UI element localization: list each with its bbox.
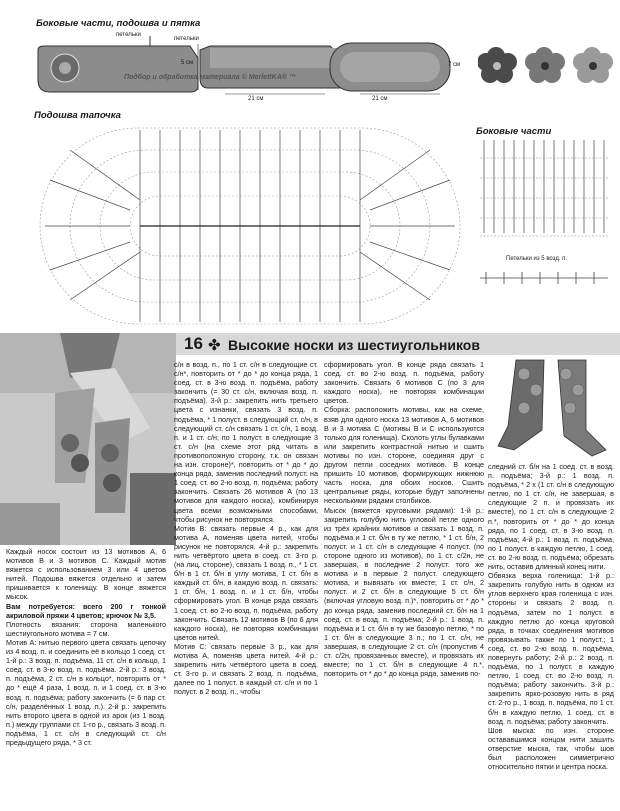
photo-woman-socks [0, 333, 176, 545]
column-4 [488, 462, 614, 771]
label-dim-7: 7 см [448, 62, 461, 68]
column-1 [6, 547, 166, 747]
c4-top-edging: Обвязка верха голенища: 1-й р.: закрепить голубую нить в одном из углов верхнего края голенища с изн. стороны и связать 2 возд. п. подъёма, затем по 1 полуст. в каждую петлю до конца круговой ряда, в точках соединения мотивов провязывать также по 1 полуст.; 1 соед. ст. во 2-ю возд. п. подъёма, повернуть работу; 2-й р.: 2 возд. п. подъёма, по 1 полуст. в каждую петлю, 1 соед. ст. во 2-ю возд. п. подъёма; работу закончить. 3-й р.: закрепить ярко-розовую нить в ряд ст. 2-го р., 1 возд. п. подъёма, по 1 ст. б/н в каждую петлю, 1 соед. ст. в возд. п. подъёма; работу закончить. [488, 571, 614, 726]
c3-para-1: сформировать угол. В конце ряда связать 1 соед. ст. во 2-ю возд. п. подъёма, работу закончить. Связать 6 мотивов С (по 3 для каждого носка), не повторяя комбинации цветов. [324, 360, 484, 406]
c2-para-1: с/н в возд. п., по 1 ст. с/н в следующие ст. с/н*, повторить от * до * до конца ряда, 1 соед. ст. в 3-ю возд. п. подъёма, работу закончить (= 30 ст. с/н, включая возд. п. подъёма). 3-й р.: закрепить нить третьего цвета с изнанки, связать 3 возд. п. подъёма, * 1 полуст. в следующий ст. с/н, в следующий ст. с/н связать 1 ст. с/н, 1 возд. п. и 1 ст. с/н; по 1 полуст. в следующие 3 ст. с/н (на схеме этот ряд читать в противоположную сторону, т.к. он связан на изн. стороне)*, повторить от * до * до конца ряда, заменив последний полуст. на 1 соед. ст. во 2-ю возд. п. подъёма; работу закончить. Связать 26 мотивов А (по 13 мотивов для каждого носка), комбинируя цвета всеми возможными способами, чтобы рисунок не повторялся. [174, 360, 318, 524]
label-dim-5: 5 см [181, 60, 194, 66]
c3-assembly: Сборка: расположить мотивы, как на схеме, взяв для одного носка 13 мотивов А, 6 мотивов В и 3 мотива С (мотивы В и С используются только для голенища). Сколоть углы булавками или закрепить контрастной нитью и сшить мотивы по изн. стороне, соединяя друг с другом петли соседних мотивов. В конце пришить 10 мотивов, формирующих нижнюю часть носка, для обоих носков. Сшить центральные ряды, которые будут заполнены несколькими рядами столбиков. [324, 405, 484, 506]
label-loops-1: петельки [116, 32, 141, 38]
side-chart [478, 138, 614, 298]
c3-toe: Мысок (вяжется круговыми рядами): 1-й р.: закрепить голубую нить угловой петле одного из трёх крайних мотивов и связать 1 возд. п. подъёма и 1 ст. б/н в ту же петлю, * 1 ст. б/н, 2 полуст. и 1 ст. с/н в следующие 4 полуст. (по стороне одного из мотивов), по 1 ст. с/2н, не завершая, в последние 2 полуст. того же мотива и в первые 2 полуст. следующего мотива, и вывязать их вместе; 1 ст. с/н, 2 полуст. и 2 ст. б/н в следующие 5 ст. б/н (включая угловую возд. п.)*, повторить от * до * до конца ряда, заменив последний ст. б/н на 1 соед. ст. в возд. п. подъёма; 2-й р.: 1 возд. п. подъёма и 1 ст. б/н в ту же базовую петлю, * по 1 ст. б/н в следующие 3 п.; по 1 ст. с/н, не завершая, в следующие 2 ст. с/н (пропустив 4 ст. с/2н, провязанных вместе), и провязать их вместе; по 1 ст. б/н в следующие 4 п.*, повторить от * до * до конца ряда, заменив по- [324, 505, 484, 679]
photo-socks [494, 356, 614, 460]
c1-motif-a: Мотив А: нитью первого цвета связать цепочку из 4 возд. п. и соединить её в кольцо 1 соед. ст. 1-й р.: 3 возд. п. подъёма, 11 ст. с/н в кольцо, 1 соед. ст. в 3-ю возд. п. подъёма. 2-й р.: 3 возд. п. подъёма, 2 ст. с/н в кольцо*, повторить от * до * ещё 4 раза, 1 возд. п. и 1 соед. ст. в 3-ю возд. п. подъёма; работу закончить (= 6 пар ст. с/н, разделённых 1 возд. п.). 2-й р.: закрепить нить второго цвета в одной из арок (из 1 возд. п.) между группами ст. 1-го р., связать 3 возд. п. подъёма, 1 ст. с/н в следующий ст. с/н предыдущего ряда, * 3 ст. [6, 637, 166, 747]
heading-top: Боковые части, подошва и пятка [36, 18, 201, 29]
section-number: 16 [184, 334, 203, 353]
c2-motif-b: Мотив В: связать первые 4 р., как для мотива А, поменяв цвета нитей, чтобы рисунок не повторялся. 4-й р.: закрепить нить четвёртого цвета в соед. ст. 3-го р. (на лиц. стороне), связать 1 возд. п., * 1 ст. б/н в 1 ст. б/н в углу мотива, 1 ст. б/н в каждый ст. б/н, в каждую возд. п. связать: 1 ст. б/н, 1 возд. п. и 1 ст. б/н, чтобы сформировать угол. В конце ряда связать 1 соед. ст. во 2-ю возд. п. подъёма, работу закончить. Связать 12 мотивов В (по 6 для каждого носка), не повторяя комбинации цветов нитей. [174, 523, 318, 642]
c4-para-1: следний ст. б/н на 1 соед. ст. в возд. п. подъёма; 3-й р.: 1 возд. п. подъёма, * 2 х (1 ст. с/н в следующую петлю, по 1 ст. с/н, не завершая, в следующие 2 п. и провязать их вместе), по 1 ст. с/н в следующие 2 п.*, повторить от * до * до конца ряда, по 1 соед. ст. в 3-ю возд. п. подъёма; 4-й р.: 1 возд. п. подъёма, по 1 полуст. в каждую петлю, 1 соед. ст. во 2-ю возд. п. подъёма; обрезать нить, оставив длинный конец нити. [488, 462, 614, 572]
c1-intro: Каждый носок состоит из 13 мотивов А, 6 мотивов В и 3 мотивов С. Каждый мотив вяжется с использованием 3 или 4 цветов нитей. Подошва вяжется отдельно и затем пришивается к голенищу. В конце вяжется мысок. [6, 547, 166, 602]
section-title: Высокие носки из шестиугольников [228, 337, 480, 353]
watermark: Подбор и обработка материала © MerlettKA® ™ [124, 74, 296, 81]
label-loops-2: петельки [174, 36, 199, 42]
c1-gauge: Плотность вязания: сторона маленького шестиугольного мотива = 7 см. [6, 619, 166, 638]
sole-chart [30, 120, 470, 332]
heading-side: Боковые части [476, 126, 552, 137]
side-note: Петельки из 5 возд. п. [506, 256, 568, 262]
c2-motif-c: Мотив С: связать первые 3 р., как для мотива А, поменяв цвета нитей. 4-й р.: закрепить нить четвёртого цвета в соед. ст. 3-го р. и связать 2 возд. п. подъёма, далее по 1 полуст. в каждый ст. с/н и по 1 полуст. в 2 возд. п., чтобы [174, 641, 318, 697]
label-dim-21b: 21 см [372, 96, 388, 102]
section-icon: ✤ [208, 337, 221, 354]
column-3 [324, 360, 484, 678]
flower-motifs [478, 40, 618, 86]
heading-sole: Подошва тапочка [34, 110, 121, 121]
label-dim-21a: 21 см [248, 96, 264, 102]
column-2 [174, 360, 318, 696]
c4-toe-seam: Шов мыска: по изн. стороне остававшимся концом нити зашить отверстие мыска, так, чтобы шов был расположен симметрично относительно пятки и центра носка. [488, 725, 614, 772]
c1-materials: Вам потребуется: всего 200 г тонкой акриловой пряжи 4 цветов; крючок № 3,5. [6, 601, 166, 620]
pieces-diagram [30, 28, 460, 100]
